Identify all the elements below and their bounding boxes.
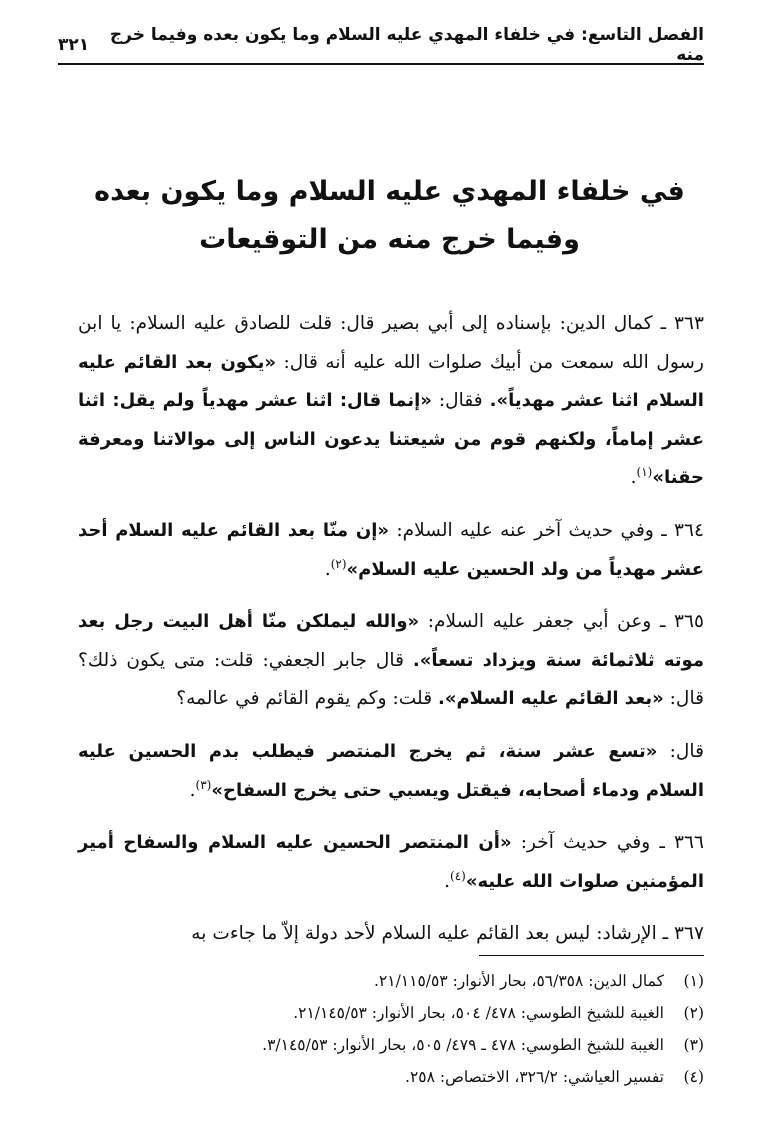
footnote-mark: (٤): [683, 1068, 704, 1086]
footnotes: [78, 965, 704, 1093]
footnote-ref[interactable]: (٢): [330, 556, 347, 571]
running-header: [58, 25, 704, 65]
chapter-title-line-1: في خلفاء المهدي عليه السلام وما يكون بعده: [94, 176, 685, 207]
paragraph-end: .: [324, 558, 331, 580]
hadith-quote: «بعد القائم عليه السلام».: [438, 688, 664, 710]
hadith-number: ٣٦٦ ـ: [659, 832, 705, 854]
chapter-title-line-2: وفيما خرج منه من التوقيعات: [199, 224, 580, 255]
footnote-item: [78, 1061, 704, 1093]
paragraph-365: [78, 603, 704, 719]
paragraph-end: .: [444, 870, 451, 892]
footnote-mark: (١): [683, 972, 704, 990]
paragraph-end: .: [189, 779, 196, 801]
paragraph-363: [78, 305, 704, 498]
hadith-number: ٣٦٣ ـ: [660, 313, 705, 334]
hadith-quote: «تسع عشر سنة، ثم يخرج المنتصر فيطلب بدم الحسين عليه السلام ودماء أصحابه، فيقتل ويسبي حتى يخرج السفاح»: [78, 740, 704, 801]
running-title: الفصل التاسع: في خلفاء المهدي عليه السلام وما يكون بعده وفيما خرج منه: [109, 25, 704, 65]
hadith-number: ٣٦٤ ـ: [661, 519, 704, 541]
header-rule: [58, 63, 704, 65]
footnote-item: [78, 1029, 704, 1061]
footnote-text: الغيبة للشيخ الطوسي: ٤٧٨/ ٥٠٤، بحار الأنوار: ٢١/١٤٥/٥٣.: [293, 1004, 664, 1022]
body-text: [78, 305, 704, 968]
narration-text: قال جابر الجعفي: قلت: متى يكون ذلك؟ قال:: [78, 649, 704, 710]
footnote-mark: (٣): [683, 1036, 704, 1054]
narration-text: قلت: وكم يقوم القائم في عالمه؟: [176, 688, 433, 710]
paragraph-366: [78, 824, 704, 901]
hadith-number: ٣٦٧ ـ: [662, 923, 704, 945]
footnote-ref[interactable]: (٤): [450, 868, 466, 883]
chapter-title: [60, 168, 719, 264]
narration-text: قال:: [669, 740, 704, 762]
hadith-quote: «إنما قال: اثنا عشر مهدياً ولم يقل: اثنا عشر إماماً، ولكنهم قوم من شيعتنا يدعون الناس إلى موالاتنا ومعرفة حقنا»: [78, 390, 704, 489]
paragraph-364: [78, 512, 704, 589]
paragraph-367: [78, 915, 704, 954]
hadith-number: ٣٦٥ ـ: [660, 611, 704, 633]
hadith-quote: «إن منّا بعد القائم عليه السلام أحد عشر مهدياً من ولد الحسين عليه السلام»: [78, 519, 704, 580]
page-number: ٣٢١: [58, 35, 90, 55]
footnote-item: [78, 965, 704, 997]
hadith-quote: «والله ليملكن منّا أهل البيت رجل بعد موته ثلاثمائة سنة ويزداد تسعاً».: [78, 611, 704, 671]
hadith-quote: «يكون بعد القائم عليه السلام اثنا عشر مهدياً».: [78, 351, 704, 412]
hadith-quote: «أن المنتصر الحسين عليه السلام والسفاح أمير المؤمنين صلوات الله عليه»: [78, 832, 704, 892]
narration-text: وعن أبي جعفر عليه السلام:: [427, 611, 652, 633]
paragraph-365-continued: [78, 733, 704, 810]
footnote-mark: (٢): [683, 1004, 704, 1022]
narration-text: وفي حديث آخر عنه عليه السلام:: [396, 519, 654, 541]
footnote-rule: [479, 955, 704, 956]
footnote-text: كمال الدين: ٥٦/٣٥٨، بحار الأنوار: ٢١/١١٥/٥٣.: [373, 972, 664, 990]
footnote-item: [78, 997, 704, 1029]
footnote-text: تفسير العياشي: ٣٢٦/٢، الاختصاص: ٢٥٨.: [405, 1068, 664, 1086]
narration-text: فقال:: [438, 390, 483, 412]
narration-text: كمال الدين: بإسناده إلى أبي بصير قال: قلت للصادق عليه السلام: يا ابن رسول الله سمعت من أبيك صلوات الله عليه أنه قال:: [78, 313, 704, 373]
footnote-ref[interactable]: (١): [636, 465, 653, 480]
footnote-ref[interactable]: (٣): [195, 777, 212, 792]
paragraph-end: .: [630, 467, 637, 489]
narration-text: وفي حديث آخر:: [520, 832, 651, 854]
narration-text: الإرشاد: ليس بعد القائم عليه السلام لأحد دولة إلاّ ما جاءت به: [191, 923, 657, 945]
footnote-text: الغيبة للشيخ الطوسي: ٤٧٨ ـ ٤٧٩/ ٥٠٥، بحار الأنوار: ٣/١٤٥/٥٣.: [262, 1036, 664, 1054]
